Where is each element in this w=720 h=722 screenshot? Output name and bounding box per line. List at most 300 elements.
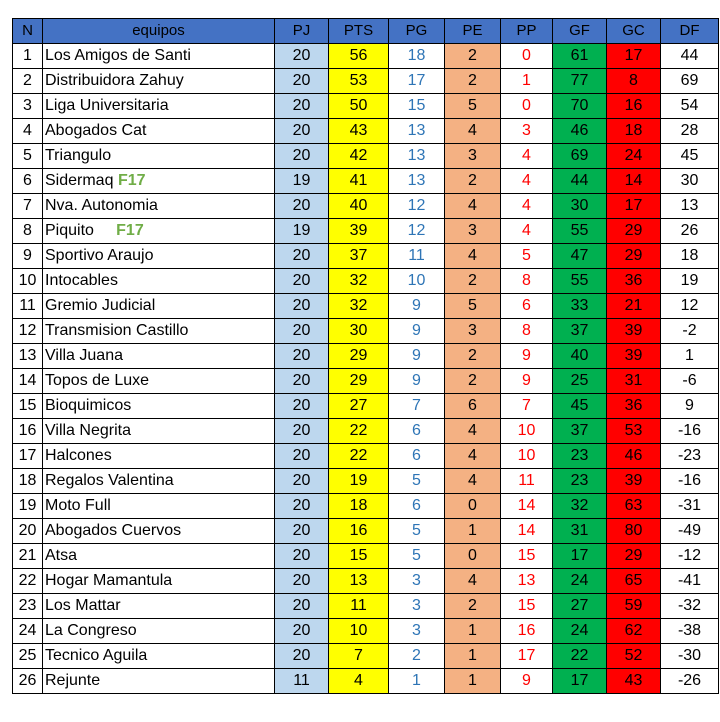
cell-pp: 5 [501,244,553,269]
team-flag: F17 [117,172,146,189]
team-name: Nva. Autonomia [45,197,158,214]
cell-pts: 50 [329,94,389,119]
cell-pe: 1 [445,644,501,669]
cell-pg: 12 [389,194,445,219]
cell-pj: 19 [275,219,329,244]
cell-gf: 77 [553,69,607,94]
cell-pj: 20 [275,419,329,444]
cell-gc: 17 [607,194,661,219]
cell-pp: 8 [501,269,553,294]
team-name: Abogados Cuervos [45,522,182,539]
team-name: Atsa [45,547,78,564]
cell-pp: 8 [501,319,553,344]
cell-gc: 21 [607,294,661,319]
cell-pj: 20 [275,594,329,619]
team-name: Regalos Valentina [45,472,174,489]
cell-n: 20 [13,519,43,544]
cell-team [43,44,275,69]
cell-pp: 16 [501,619,553,644]
table-row [13,144,719,169]
cell-pp: 11 [501,469,553,494]
team-name: Hogar Mamantula [45,572,173,589]
cell-pts: 18 [329,494,389,519]
cell-team [43,494,275,519]
table-row [13,494,719,519]
cell-gc: 29 [607,244,661,269]
cell-pj: 20 [275,294,329,319]
cell-n: 8 [13,219,43,244]
cell-gc: 59 [607,594,661,619]
table-row [13,194,719,219]
cell-pg: 10 [389,269,445,294]
cell-pp: 15 [501,544,553,569]
cell-team [43,619,275,644]
cell-team [43,444,275,469]
cell-pe: 2 [445,44,501,69]
cell-df: -41 [661,569,719,594]
cell-pts: 22 [329,444,389,469]
cell-pj: 20 [275,519,329,544]
cell-gc: 16 [607,94,661,119]
cell-pts: 41 [329,169,389,194]
cell-pp: 0 [501,44,553,69]
table-row [13,394,719,419]
header-gc: GC [607,19,661,44]
cell-n: 9 [13,244,43,269]
cell-pts: 32 [329,294,389,319]
cell-n: 18 [13,469,43,494]
cell-gf: 45 [553,394,607,419]
cell-pe: 4 [445,419,501,444]
header-pg: PG [389,19,445,44]
cell-pe: 4 [445,444,501,469]
cell-pts: 56 [329,44,389,69]
cell-pj: 20 [275,569,329,594]
table-body [13,44,719,694]
cell-n: 22 [13,569,43,594]
cell-pp: 4 [501,194,553,219]
cell-pts: 16 [329,519,389,544]
cell-n: 14 [13,369,43,394]
cell-gf: 30 [553,194,607,219]
cell-df: 54 [661,94,719,119]
cell-pj: 19 [275,169,329,194]
cell-pp: 6 [501,294,553,319]
table-row [13,619,719,644]
standings-table [12,18,719,694]
cell-df: -38 [661,619,719,644]
cell-pe: 4 [445,119,501,144]
cell-pp: 4 [501,144,553,169]
cell-n: 3 [13,94,43,119]
header-df: DF [661,19,719,44]
cell-pe: 4 [445,194,501,219]
cell-gc: 36 [607,394,661,419]
cell-pe: 1 [445,669,501,694]
cell-pg: 13 [389,169,445,194]
cell-gf: 27 [553,594,607,619]
table-row [13,594,719,619]
cell-pts: 27 [329,394,389,419]
cell-gf: 55 [553,269,607,294]
cell-gc: 80 [607,519,661,544]
cell-pj: 20 [275,444,329,469]
cell-pts: 40 [329,194,389,219]
cell-pe: 0 [445,544,501,569]
cell-team [43,394,275,419]
cell-pts: 43 [329,119,389,144]
cell-team [43,519,275,544]
cell-gf: 37 [553,419,607,444]
cell-gf: 33 [553,294,607,319]
cell-gf: 47 [553,244,607,269]
cell-pp: 10 [501,444,553,469]
cell-n: 2 [13,69,43,94]
cell-pe: 6 [445,394,501,419]
cell-team [43,344,275,369]
table-row [13,169,719,194]
cell-team [43,169,275,194]
cell-df: -26 [661,669,719,694]
cell-pg: 2 [389,644,445,669]
cell-gc: 31 [607,369,661,394]
cell-pj: 20 [275,94,329,119]
cell-pg: 11 [389,244,445,269]
cell-pg: 6 [389,419,445,444]
cell-df: 28 [661,119,719,144]
cell-df: -16 [661,469,719,494]
cell-pj: 11 [275,669,329,694]
team-name: Abogados Cat [45,122,147,139]
team-flag: F17 [116,222,144,239]
team-name: Villa Negrita [45,422,131,439]
cell-pp: 0 [501,94,553,119]
cell-pe: 1 [445,519,501,544]
cell-df: 1 [661,344,719,369]
header-gf: GF [553,19,607,44]
cell-gc: 29 [607,544,661,569]
cell-n: 24 [13,619,43,644]
cell-gf: 23 [553,469,607,494]
team-name: Intocables [45,272,118,289]
table-row [13,444,719,469]
cell-pg: 13 [389,119,445,144]
cell-n: 23 [13,594,43,619]
cell-pg: 7 [389,394,445,419]
cell-pg: 5 [389,469,445,494]
team-name: Bioquimicos [45,397,132,414]
cell-df: 30 [661,169,719,194]
cell-pe: 3 [445,144,501,169]
table-row [13,94,719,119]
cell-pj: 20 [275,44,329,69]
cell-pts: 30 [329,319,389,344]
team-name: Los Amigos de Santi [45,47,191,64]
cell-gf: 32 [553,494,607,519]
cell-df: -16 [661,419,719,444]
cell-pg: 9 [389,369,445,394]
header-pe: PE [445,19,501,44]
cell-df: -30 [661,644,719,669]
cell-gc: 52 [607,644,661,669]
cell-pts: 10 [329,619,389,644]
table-row [13,569,719,594]
cell-df: 45 [661,144,719,169]
cell-team [43,569,275,594]
table-row [13,319,719,344]
cell-team [43,144,275,169]
cell-pe: 5 [445,294,501,319]
cell-n: 4 [13,119,43,144]
cell-gc: 36 [607,269,661,294]
cell-gf: 61 [553,44,607,69]
cell-pts: 4 [329,669,389,694]
cell-pe: 4 [445,244,501,269]
cell-team [43,644,275,669]
cell-gf: 25 [553,369,607,394]
team-name: Rejunte [45,672,101,689]
cell-pe: 2 [445,169,501,194]
table-row [13,294,719,319]
cell-n: 12 [13,319,43,344]
header-row [13,19,719,44]
cell-pg: 3 [389,619,445,644]
cell-pe: 5 [445,94,501,119]
cell-n: 13 [13,344,43,369]
cell-pe: 3 [445,319,501,344]
cell-pe: 2 [445,344,501,369]
cell-n: 17 [13,444,43,469]
cell-gc: 46 [607,444,661,469]
cell-pj: 20 [275,344,329,369]
team-name: Moto Full [45,497,111,514]
cell-pe: 2 [445,369,501,394]
table-row [13,69,719,94]
team-name: Sidermaq [45,172,114,189]
cell-team [43,469,275,494]
table-row [13,269,719,294]
cell-pp: 1 [501,69,553,94]
cell-gf: 24 [553,619,607,644]
table-row [13,344,719,369]
cell-pts: 15 [329,544,389,569]
cell-pj: 20 [275,369,329,394]
cell-pts: 32 [329,269,389,294]
cell-n: 5 [13,144,43,169]
cell-gf: 44 [553,169,607,194]
header-pts: PTS [329,19,389,44]
team-name: Triangulo [45,147,112,164]
cell-df: 26 [661,219,719,244]
cell-pe: 0 [445,494,501,519]
cell-pg: 3 [389,594,445,619]
cell-pe: 4 [445,469,501,494]
cell-gc: 65 [607,569,661,594]
cell-gf: 23 [553,444,607,469]
cell-n: 16 [13,419,43,444]
cell-gf: 17 [553,544,607,569]
cell-pg: 3 [389,569,445,594]
cell-team [43,94,275,119]
cell-pg: 17 [389,69,445,94]
cell-pg: 5 [389,519,445,544]
cell-pp: 9 [501,669,553,694]
cell-team [43,269,275,294]
cell-df: 69 [661,69,719,94]
team-name: Gremio Judicial [45,297,156,314]
cell-pg: 15 [389,94,445,119]
cell-n: 19 [13,494,43,519]
cell-pp: 10 [501,419,553,444]
cell-gf: 24 [553,569,607,594]
cell-pg: 1 [389,669,445,694]
cell-gc: 39 [607,469,661,494]
cell-pp: 15 [501,594,553,619]
cell-df: 44 [661,44,719,69]
cell-team [43,194,275,219]
cell-pg: 9 [389,319,445,344]
cell-pj: 20 [275,469,329,494]
cell-pg: 12 [389,219,445,244]
cell-gc: 62 [607,619,661,644]
cell-pg: 9 [389,344,445,369]
cell-gc: 18 [607,119,661,144]
cell-n: 6 [13,169,43,194]
cell-pe: 1 [445,619,501,644]
header-n: N [13,19,43,44]
cell-pp: 14 [501,519,553,544]
cell-n: 10 [13,269,43,294]
cell-gf: 55 [553,219,607,244]
cell-df: -12 [661,544,719,569]
table-row [13,519,719,544]
cell-pg: 5 [389,544,445,569]
team-name: Transmision Castillo [45,322,189,339]
table-row [13,469,719,494]
cell-gf: 31 [553,519,607,544]
cell-pts: 39 [329,219,389,244]
cell-gc: 39 [607,319,661,344]
cell-pp: 4 [501,169,553,194]
cell-pp: 13 [501,569,553,594]
table-row [13,119,719,144]
cell-pj: 20 [275,194,329,219]
cell-pg: 13 [389,144,445,169]
cell-gc: 14 [607,169,661,194]
cell-team [43,419,275,444]
cell-n: 15 [13,394,43,419]
cell-pts: 7 [329,644,389,669]
cell-pj: 20 [275,319,329,344]
cell-team [43,294,275,319]
team-name: Sportivo Araujo [45,247,154,264]
table-row [13,219,719,244]
cell-gf: 70 [553,94,607,119]
cell-gc: 24 [607,144,661,169]
cell-pp: 14 [501,494,553,519]
cell-gf: 22 [553,644,607,669]
cell-gc: 39 [607,344,661,369]
team-name: Tecnico Aguila [45,647,148,664]
team-name: Halcones [45,447,112,464]
cell-pp: 9 [501,369,553,394]
table-row [13,369,719,394]
cell-team [43,219,275,244]
cell-gc: 29 [607,219,661,244]
cell-df: 13 [661,194,719,219]
cell-n: 7 [13,194,43,219]
cell-n: 21 [13,544,43,569]
cell-pe: 2 [445,269,501,294]
table-row [13,244,719,269]
cell-pj: 20 [275,269,329,294]
cell-df: 12 [661,294,719,319]
cell-pj: 20 [275,69,329,94]
cell-team [43,594,275,619]
cell-n: 26 [13,669,43,694]
cell-gf: 46 [553,119,607,144]
cell-df: 19 [661,269,719,294]
cell-gc: 53 [607,419,661,444]
cell-pe: 2 [445,594,501,619]
cell-pts: 19 [329,469,389,494]
cell-df: -49 [661,519,719,544]
cell-pp: 9 [501,344,553,369]
cell-team [43,369,275,394]
cell-df: -23 [661,444,719,469]
cell-df: -31 [661,494,719,519]
cell-pts: 29 [329,344,389,369]
cell-gf: 17 [553,669,607,694]
cell-pts: 22 [329,419,389,444]
cell-pj: 20 [275,144,329,169]
cell-pj: 20 [275,544,329,569]
cell-df: -6 [661,369,719,394]
cell-pj: 20 [275,119,329,144]
team-name: Topos de Luxe [45,372,150,389]
cell-pts: 42 [329,144,389,169]
header-team: equipos [43,19,275,44]
cell-team [43,69,275,94]
cell-df: 9 [661,394,719,419]
cell-pg: 6 [389,494,445,519]
cell-team [43,244,275,269]
table-row [13,44,719,69]
table-row [13,419,719,444]
header-pj: PJ [275,19,329,44]
cell-gc: 63 [607,494,661,519]
cell-pe: 4 [445,569,501,594]
cell-df: -32 [661,594,719,619]
team-name: Distribuidora Zahuy [45,72,184,89]
cell-pe: 3 [445,219,501,244]
header-pp: PP [501,19,553,44]
cell-team [43,119,275,144]
cell-pts: 13 [329,569,389,594]
cell-gc: 8 [607,69,661,94]
cell-pp: 7 [501,394,553,419]
cell-pj: 20 [275,619,329,644]
cell-pts: 53 [329,69,389,94]
cell-gf: 37 [553,319,607,344]
cell-pj: 20 [275,644,329,669]
cell-pp: 17 [501,644,553,669]
cell-pts: 11 [329,594,389,619]
cell-team [43,669,275,694]
cell-pts: 29 [329,369,389,394]
cell-gc: 17 [607,44,661,69]
table-row [13,644,719,669]
